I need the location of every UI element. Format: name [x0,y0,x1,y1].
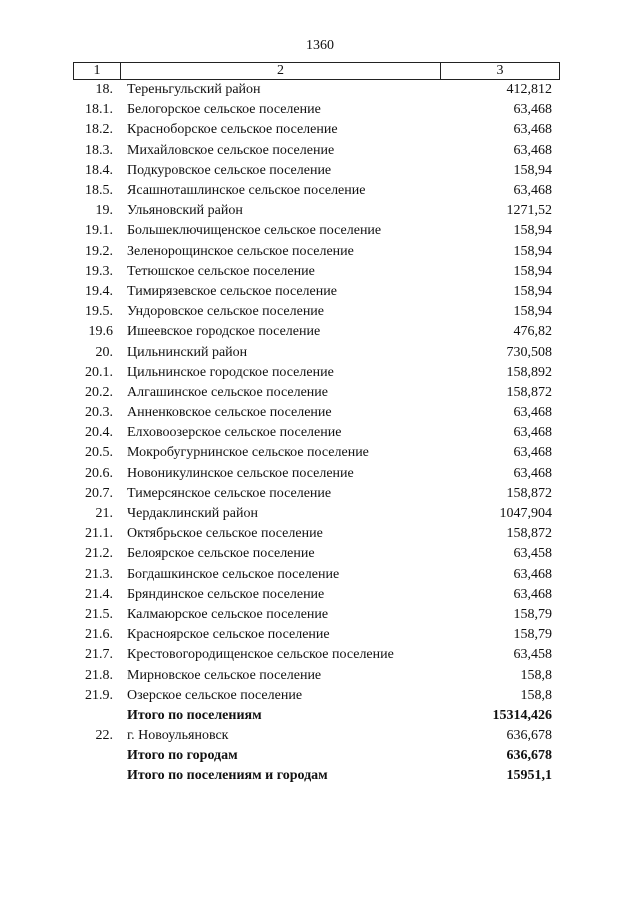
row-number: 19.6 [88,324,113,340]
row-name: Тереньгульский район [127,82,261,98]
row-value: 476,82 [513,324,552,340]
row-value: 158,94 [513,283,552,299]
row-number: 21. [95,506,113,522]
row-number: 19.5. [85,304,113,320]
row-number: 21.2. [85,546,113,562]
row-value: 63,458 [513,647,552,663]
table-body [73,80,560,787]
table-row [73,464,560,484]
page-number: 1360 [306,38,334,53]
row-number: 21.6. [85,627,113,643]
row-value: 1047,904 [499,506,552,522]
total-row [73,746,560,766]
row-value: 63,468 [513,586,552,602]
row-number: 20.1. [85,364,113,380]
table-row [73,80,560,100]
row-value: 63,468 [513,405,552,421]
row-number: 21.8. [85,667,113,683]
row-value: 158,94 [513,162,552,178]
table-row [73,383,560,403]
row-name: Ясашноташлинское сельское поселение [127,183,366,199]
table-row [73,504,560,524]
row-number: 19.3. [85,263,113,279]
header-col-1: 1 [74,63,121,79]
row-value: 158,79 [513,627,552,643]
row-name: Алгашинское сельское поселение [127,384,329,400]
row-name: Анненковское сельское поселение [127,405,332,421]
row-number: 20.7. [85,485,113,501]
row-number: 21.4. [85,586,113,602]
row-name: Тетюшское сельское поселение [127,263,315,279]
row-number: 20.4. [85,425,113,441]
row-name: Красноборское сельское поселение [127,122,338,138]
row-number: 18.1. [85,102,113,118]
row-value: 412,812 [506,82,552,98]
row-value: 158,872 [506,384,552,400]
table-row [73,605,560,625]
row-name: Ульяновский район [127,203,243,219]
table-row [73,423,560,443]
table-row [73,120,560,140]
row-value: 158,94 [513,243,552,259]
row-name: г. Новоульяновск [127,728,229,744]
row-name: Мирновское сельское поселение [127,667,322,683]
row-number: 21.9. [85,687,113,703]
row-number: 18.5. [85,183,113,199]
row-name: Крестовогородищенское сельское поселение [127,647,394,663]
row-value: 63,458 [513,546,552,562]
row-name: Белогорское сельское поселение [127,102,321,118]
row-name: Бряндинское сельское поселение [127,586,325,602]
row-name: Итого по городам [127,748,238,764]
row-value: 63,468 [513,142,552,158]
row-value: 158,94 [513,223,552,239]
table-row [73,403,560,423]
table-row [73,262,560,282]
row-number: 21.1. [85,526,113,542]
row-value: 158,872 [506,526,552,542]
table-row [73,524,560,544]
row-number: 20.3. [85,405,113,421]
table-row [73,363,560,383]
table-row [73,585,560,605]
table-row [73,565,560,585]
row-value: 1271,52 [506,203,552,219]
row-name: Тимирязевское сельское поселение [127,283,337,299]
row-value: 158,872 [506,485,552,501]
row-name: Богдашкинское сельское поселение [127,566,340,582]
table-row [73,141,560,161]
row-value: 158,8 [520,687,552,703]
table-row [73,342,560,362]
row-name: Ишеевское городское поселение [127,324,321,340]
row-value: 730,508 [506,344,552,360]
total-row [73,706,560,726]
row-name: Цильнинское городское поселение [127,364,334,380]
header-col-2: 2 [121,63,441,79]
row-number: 18.3. [85,142,113,158]
row-name: Елховоозерское сельское поселение [127,425,342,441]
row-value: 158,892 [506,364,552,380]
table-row [73,443,560,463]
header-col-3: 3 [496,63,504,78]
row-value: 636,678 [506,728,552,744]
row-number: 19. [95,203,113,219]
row-name: Михайловское сельское поселение [127,142,335,158]
row-name: Большеключищенское сельское поселение [127,223,382,239]
table-row [73,625,560,645]
row-number: 18. [95,82,113,98]
row-number: 21.7. [85,647,113,663]
table-row [73,726,560,746]
row-value: 158,79 [513,606,552,622]
row-name: Подкуровское сельское поселение [127,162,332,178]
table-header [73,62,560,80]
table-row [73,282,560,302]
row-value: 63,468 [513,102,552,118]
row-number: 18.2. [85,122,113,138]
row-name: Тимерсянское сельское поселение [127,485,332,501]
table-row [73,544,560,564]
row-name: Октябрьское сельское поселение [127,526,323,542]
row-name: Красноярское сельское поселение [127,627,330,643]
row-value: 158,94 [513,263,552,279]
row-value: 63,468 [513,425,552,441]
row-number: 22. [95,728,113,744]
row-number: 21.5. [85,606,113,622]
total-row [73,766,560,786]
table-row [73,161,560,181]
row-name: Итого по поселениям [127,707,262,723]
table-row [73,242,560,262]
row-number: 19.4. [85,283,113,299]
row-number: 21.3. [85,566,113,582]
row-number: 20.2. [85,384,113,400]
table-row [73,665,560,685]
row-name: Ундоровское сельское поселение [127,304,325,320]
table-row [73,322,560,342]
row-name: Цильнинский район [127,344,248,360]
row-value: 63,468 [513,465,552,481]
row-value: 15951,1 [506,768,552,784]
row-value: 158,94 [513,304,552,320]
table-row [73,100,560,120]
row-name: Итого по поселениям и городам [127,768,328,784]
row-number: 20. [95,344,113,360]
row-name: Зеленорощинское сельское поселение [127,243,354,259]
row-value: 63,468 [513,122,552,138]
row-value: 63,468 [513,566,552,582]
table-row [73,302,560,322]
table-row [73,645,560,665]
row-number: 20.6. [85,465,113,481]
row-name: Белоярское сельское поселение [127,546,315,562]
row-name: Озерское сельское поселение [127,687,303,703]
row-number: 20.5. [85,445,113,461]
row-name: Калмаюрское сельское поселение [127,606,329,622]
table-row [73,181,560,201]
row-value: 15314,426 [492,707,552,723]
row-number: 19.2. [85,243,113,259]
table-row [73,201,560,221]
row-value: 636,678 [506,748,552,764]
row-name: Чердаклинский район [127,506,258,522]
row-number: 18.4. [85,162,113,178]
row-name: Новоникулинское сельское поселение [127,465,354,481]
row-value: 63,468 [513,183,552,199]
row-value: 158,8 [520,667,552,683]
row-value: 63,468 [513,445,552,461]
row-name: Мокробугурнинское сельское поселение [127,445,369,461]
row-number: 19.1. [85,223,113,239]
table-row [73,484,560,504]
table-row [73,686,560,706]
table-row [73,221,560,241]
